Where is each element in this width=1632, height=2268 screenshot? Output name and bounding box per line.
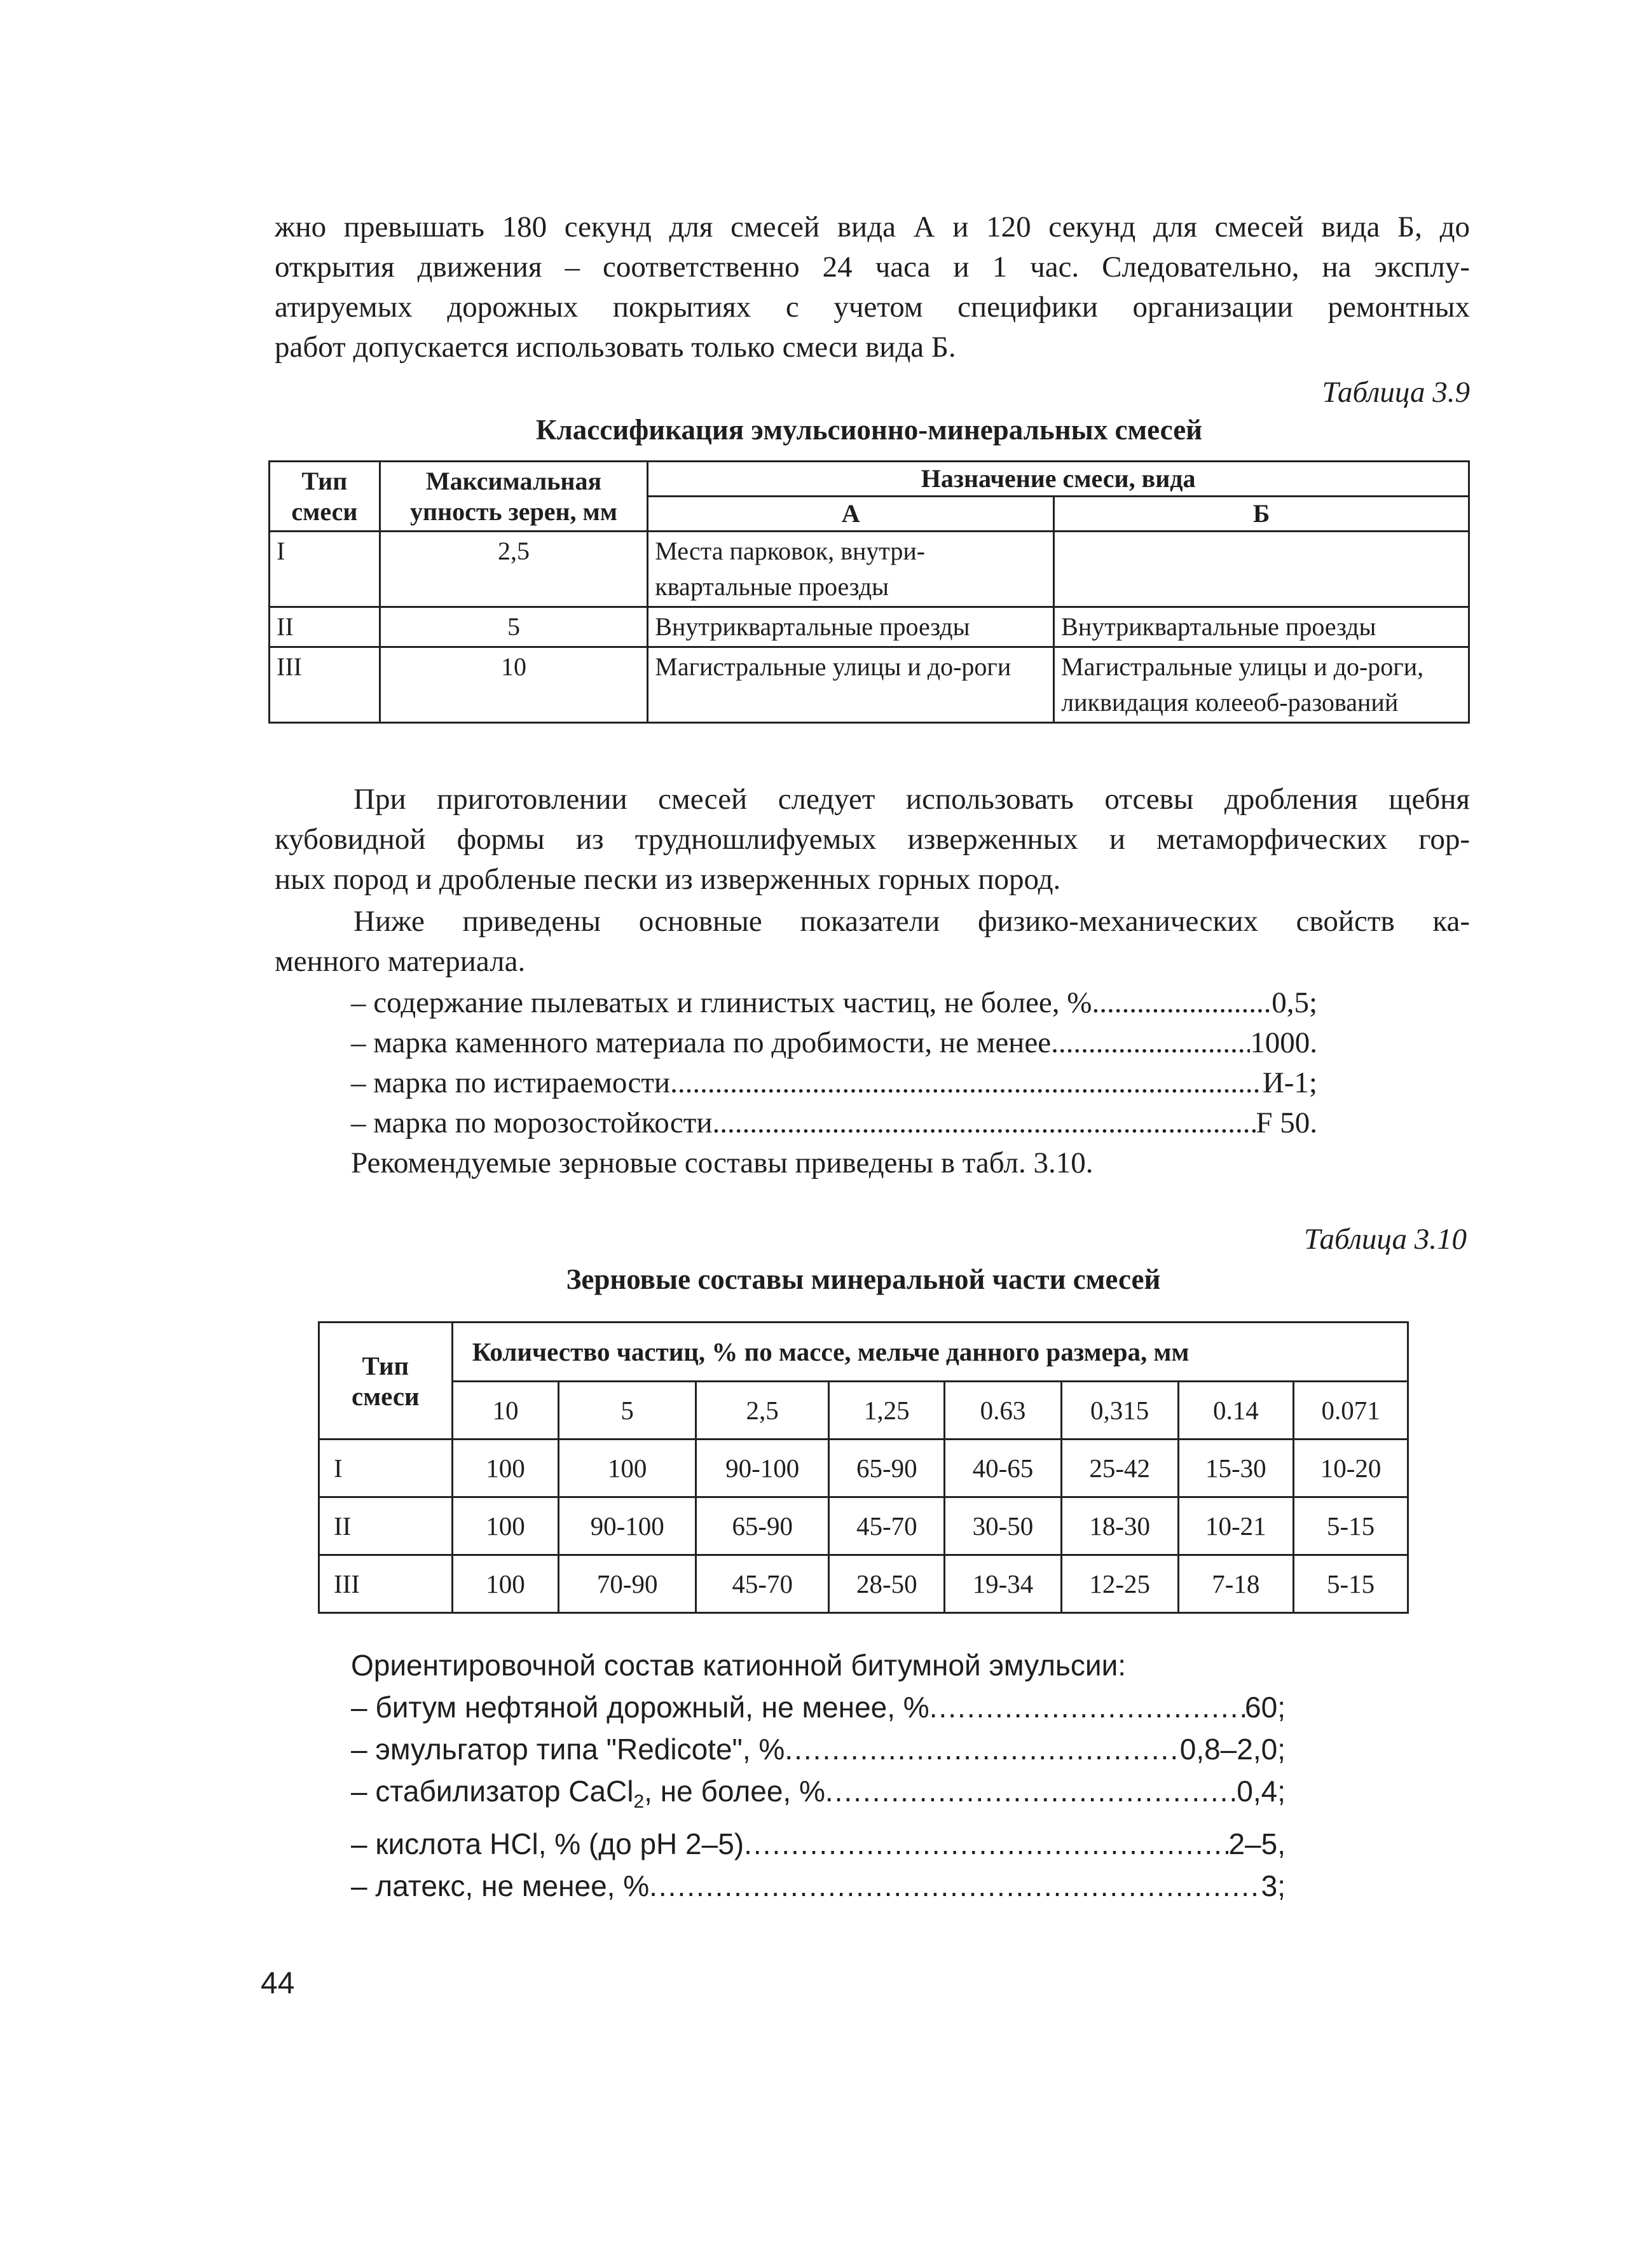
cell-type: III (270, 647, 380, 723)
item-value: F 50. (1256, 1106, 1317, 1139)
cell-value: 5-15 (1294, 1555, 1408, 1613)
size-header: 0.071 (1294, 1382, 1408, 1440)
size-header: 10 (452, 1382, 559, 1440)
dot-leader (1051, 1023, 1250, 1063)
table-header-row (270, 462, 1469, 497)
grain-composition-table (318, 1321, 1409, 1614)
cell-value: 45-70 (696, 1555, 829, 1613)
table-row (319, 1497, 1408, 1555)
cell-value: 12-25 (1061, 1555, 1178, 1613)
item-label: – марка по морозостойкости (351, 1106, 713, 1139)
cell-b: Магистральные улицы и до-роги, ликвидация колееоб-разований (1054, 647, 1469, 723)
dot-leader (929, 1686, 1245, 1728)
label-text: – стабилизатор CaCl (351, 1775, 634, 1808)
table-label: Таблица 3.9 (1322, 376, 1470, 409)
dot-leader (785, 1728, 1179, 1770)
item-label: – содержание пылеватых и глинистых частиц, не более, % (351, 986, 1092, 1019)
cell-value: 30-50 (945, 1497, 1062, 1555)
material-properties-list (351, 983, 1317, 1183)
dot-leader (825, 1770, 1237, 1823)
properties-paragraph (275, 902, 1470, 982)
emulsion-title: Ориентировочной состав катионной битумной эмульсии: (351, 1649, 1127, 1682)
cell-b (1054, 532, 1469, 607)
list-item (351, 1728, 1286, 1770)
item-value: 0,8–2,0; (1179, 1733, 1286, 1766)
size-header: 0,315 (1061, 1382, 1178, 1440)
dot-leader (744, 1823, 1228, 1865)
table-title: Классификация эмульсионно-минеральных смесей (535, 414, 1203, 446)
list-item (351, 1063, 1317, 1103)
classification-table (268, 460, 1470, 724)
emulsion-composition (351, 1644, 1286, 1907)
list-item (351, 983, 1317, 1023)
text-line: При приготовлении смесей следует использовать отсевы дробления щебня (353, 783, 1470, 816)
item-label: – битум нефтяной дорожный, не менее, % (351, 1691, 929, 1724)
cell-type: I (319, 1440, 453, 1497)
cell-value: 100 (559, 1440, 696, 1497)
header-text: смеси (291, 497, 358, 526)
size-header: 0.14 (1178, 1382, 1294, 1440)
page-number: 44 (261, 1967, 295, 2000)
cell-value: 65-90 (696, 1497, 829, 1555)
recommendation-line (351, 1143, 1317, 1183)
column-header-type (319, 1323, 453, 1440)
table-header-row (319, 1323, 1408, 1382)
cell-size: 10 (380, 647, 647, 723)
cell-value: 5-15 (1294, 1497, 1408, 1555)
table-row (270, 647, 1469, 723)
cell-a: Внутриквартальные проезды (648, 607, 1054, 647)
item-value: И-1; (1262, 1066, 1317, 1099)
item-value: 3; (1261, 1869, 1286, 1903)
cell-value: 70-90 (559, 1555, 696, 1613)
cell-value: 7-18 (1178, 1555, 1294, 1613)
text-line: открытия движения – соответственно 24 часа и 1 час. Следовательно, на эксплу- (275, 251, 1470, 284)
item-value: 1000. (1250, 1026, 1317, 1059)
cell-value: 28-50 (829, 1555, 945, 1613)
cell-value: 45-70 (829, 1497, 945, 1555)
cell-value: 10-20 (1294, 1440, 1408, 1497)
cell-value: 90-100 (696, 1440, 829, 1497)
list-item (351, 1686, 1286, 1728)
item-value: 0,4; (1237, 1775, 1286, 1808)
header-text: упность зерен, мм (410, 497, 618, 526)
list-item (351, 1770, 1286, 1823)
dot-leader (712, 1103, 1256, 1143)
item-label: – эмульгатор типа "Redicote", % (351, 1733, 785, 1766)
table-row (270, 532, 1469, 607)
text-line: менного материала. (275, 945, 526, 978)
intro-paragraph (275, 207, 1470, 368)
text-line: ных пород и дробленые пески из изверженных горных пород. (275, 863, 1061, 896)
column-header-size (380, 462, 647, 532)
cell-a (648, 532, 1054, 607)
text-line: атируемых дорожных покрытиях с учетом специфики организации ремонтных (275, 291, 1470, 324)
size-header: 5 (559, 1382, 696, 1440)
size-header: 2,5 (696, 1382, 829, 1440)
item-label (351, 1770, 825, 1823)
header-text: Тип (362, 1350, 409, 1380)
table-row (319, 1440, 1408, 1497)
cell-value: 90-100 (559, 1497, 696, 1555)
column-header-purpose: Назначение смеси, вида (648, 462, 1469, 497)
list-item (351, 1023, 1317, 1063)
dot-leader (1092, 983, 1272, 1023)
cell-value: 100 (452, 1440, 559, 1497)
cell-value: 25-42 (1061, 1440, 1178, 1497)
dot-leader (649, 1865, 1261, 1907)
column-header-b: Б (1054, 497, 1469, 532)
header-text: Максимальная (425, 466, 602, 495)
list-item (351, 1823, 1286, 1865)
cell-text: Места парковок, внутри-квартальные проезды (655, 537, 926, 601)
column-header-a: А (648, 497, 1054, 532)
item-label: – марка каменного материала по дробимости, не менее (351, 1026, 1052, 1059)
header-text: Тип (301, 466, 348, 495)
cell-value: 100 (452, 1497, 559, 1555)
text-line: Ниже приведены основные показатели физико-механических свойств ка- (353, 905, 1470, 938)
column-header-quantity: Количество частиц, % по массе, мельче данного размера, мм (452, 1323, 1408, 1382)
column-header-type (270, 462, 380, 532)
item-label: – латекс, не менее, % (351, 1869, 650, 1903)
cell-value: 10-21 (1178, 1497, 1294, 1555)
cell-size: 2,5 (380, 532, 647, 607)
size-header: 1,25 (829, 1382, 945, 1440)
table-label: Таблица 3.10 (1304, 1223, 1467, 1256)
text-line: кубовидной формы из трудношлифуемых изверженных и метаморфических гор- (275, 823, 1470, 856)
cell-value: 18-30 (1061, 1497, 1178, 1555)
text-line: работ допускается использовать только смеси вида Б. (275, 331, 956, 364)
cell-size: 5 (380, 607, 647, 647)
header-text: смеси (352, 1381, 420, 1411)
cell-type: II (319, 1497, 453, 1555)
table-row (270, 607, 1469, 647)
subscript: 2 (633, 1791, 645, 1813)
cell-value: 100 (452, 1555, 559, 1613)
recommendation-text: Рекомендуемые зерновые составы приведены в табл. 3.10. (351, 1146, 1094, 1179)
size-header: 0.63 (945, 1382, 1062, 1440)
cell-b: Внутриквартальные проезды (1054, 607, 1469, 647)
item-label: – кислота HCl, % (до pH 2–5) (351, 1827, 744, 1861)
text-line: жно превышать 180 секунд для смесей вида А и 120 секунд для смесей вида Б, до (275, 210, 1470, 244)
item-value: 2–5, (1228, 1827, 1286, 1861)
table-row (319, 1555, 1408, 1613)
cell-type: III (319, 1555, 453, 1613)
table-header-row (319, 1382, 1408, 1440)
cell-a: Магистральные улицы и до-роги (648, 647, 1054, 723)
materials-paragraph (275, 780, 1470, 900)
cell-value: 65-90 (829, 1440, 945, 1497)
dot-leader (670, 1063, 1263, 1103)
cell-type: I (270, 532, 380, 607)
cell-value: 19-34 (945, 1555, 1062, 1613)
table-title: Зерновые составы минеральной части смесей (566, 1263, 1161, 1295)
item-value: 60; (1245, 1691, 1286, 1724)
label-text: , не более, % (644, 1775, 825, 1808)
item-value: 0,5; (1272, 986, 1317, 1019)
item-label: – марка по истираемости (351, 1066, 671, 1099)
list-item (351, 1103, 1317, 1143)
cell-type: II (270, 607, 380, 647)
list-heading (351, 1644, 1286, 1686)
cell-value: 40-65 (945, 1440, 1062, 1497)
cell-value: 15-30 (1178, 1440, 1294, 1497)
list-item (351, 1865, 1286, 1907)
